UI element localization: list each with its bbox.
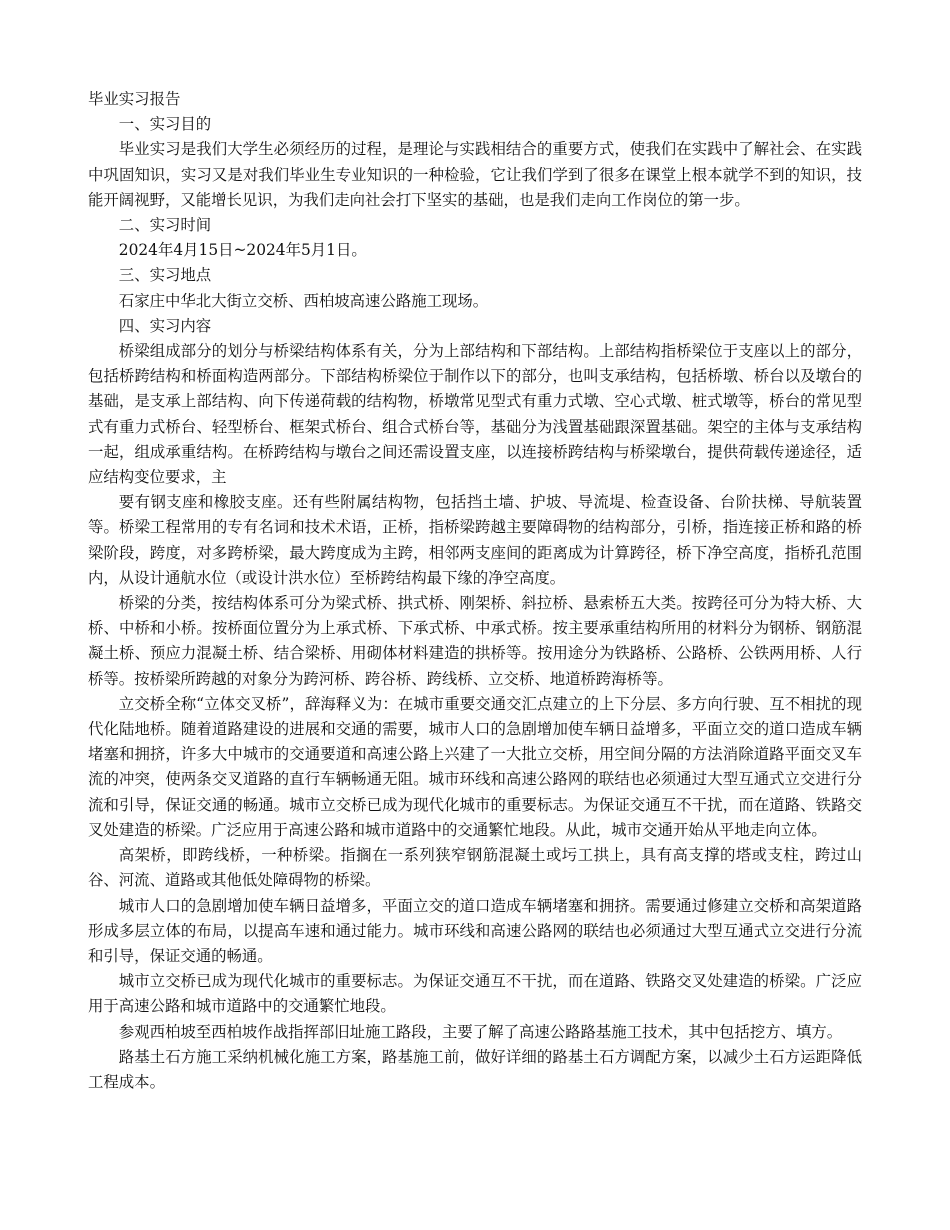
document-page [88, 87, 862, 1095]
paragraph-bridge-structure: 桥梁组成部分的划分与桥梁结构体系有关，分为上部结构和下部结构。上部结构指桥梁位于支座以上的部分，包括桥跨结构和桥面构造两部分。下部结构桥梁位于制作以下的部分，也叫支承结构，包括桥墩、桥台以及墩台的基础，是支承上部结构、向下传递荷载的结构物，桥墩常见型式有重力式墩、空心式墩、桩式墩等，桥台的常见型式有重力式桥台、轻型桥台、框架式桥台、组合式桥台等，基础分为浅置基础跟深置基础。架空的主体与支承结构一起，组成承重结构。在桥跨结构与墩台之间还需设置支座，以连接桥跨结构与桥梁墩台，提供荷载传递途径，适应结构变位要求，主 [88, 342, 862, 487]
paragraph-site-visit: 参观西柏坡至西柏坡作战指挥部旧址施工路段，主要了解了高速公路路基施工技术，其中包括挖方、填方。 [118, 1022, 843, 1041]
paragraph-urban-traffic: 城市人口的急剧增加使车辆日益增多，平面立交的道口造成车辆堵塞和拥挤。需要通过修建立交桥和高架道路形成多层立体的布局，以提高车速和通过能力。城市环线和高速公路网的联结也必须通过大型互通式立交进行分流和引导，保证交通的畅通。 [88, 896, 862, 965]
paragraph-interchange: 立交桥全称“立体交叉桥”，辞海释义为：在城市重要交通交汇点建立的上下分层、多方向行驶、互不相扰的现代化陆地桥。随着道路建设的进展和交通的需要，城市人口的急剧增加使车辆日益增多，平面立交的道口造成车辆堵塞和拥挤，许多大中城市的交通要道和高速公路上兴建了一大批立交桥，用空间分隔的方法消除道路平面交叉车流的冲突，使两条交叉道路的直行车辆畅通无阻。城市环线和高速公路网的联结也必须通过大型互通式立交进行分流和引导，保证交通的畅通。城市立交桥已成为现代化城市的重要标志。为保证交通互不干扰，而在道路、铁路交叉处建造的桥梁。广泛应用于高速公路和城市道路中的交通繁忙地段。从此，城市交通开始从平地走向立体。 [88, 694, 862, 839]
paragraph-bridge-terms: 要有钢支座和橡胶支座。还有些附属结构物，包括挡土墙、护坡、导流堤、检查设备、台阶扶梯、导航装置等。桥梁工程常用的专有名词和技术术语，正桥，指桥梁跨越主要障碍物的结构部分，引桥，指连接正桥和路的桥梁阶段，跨度，对多跨桥梁，最大跨度成为主跨，相邻两支座间的距离成为计算跨径，桥下净空高度，指桥孔范围内，从设计通航水位（或设计洪水位）至桥跨结构最下缘的净空高度。 [88, 493, 862, 587]
document-title: 毕业实习报告 [88, 90, 181, 108]
heading-time: 二、实习时间 [118, 216, 212, 235]
paragraph-earthwork: 路基土石方施工采纳机械化施工方案，路基施工前，做好详细的路基土石方调配方案，以减少土石方运距降低工程成本。 [88, 1047, 862, 1091]
heading-location: 三、实习地点 [118, 266, 212, 285]
heading-purpose: 一、实习目的 [118, 115, 212, 134]
paragraph-location: 石家庄中华北大街立交桥、西柏坡高速公路施工现场。 [118, 291, 489, 310]
heading-content: 四、实习内容 [118, 316, 212, 335]
paragraph-interchange-landmark: 城市立交桥已成为现代化城市的重要标志。为保证交通互不干扰，而在道路、铁路交叉处建造的桥梁。广泛应用于高速公路和城市道路中的交通繁忙地段。 [88, 972, 862, 1016]
paragraph-time: 2024年4月15日~2024年5月1日。 [118, 241, 367, 260]
paragraph-bridge-classification: 桥梁的分类，按结构体系可分为梁式桥、拱式桥、刚架桥、斜拉桥、悬索桥五大类。按跨径可分为特大桥、大桥、中桥和小桥。按桥面位置分为上承式桥、下承式桥、中承式桥。按主要承重结构所用的材料分为钢桥、钢筋混凝土桥、预应力混凝土桥、结合梁桥、用砌体材料建造的拱桥等。按用途分为铁路桥、公路桥、公铁两用桥、人行桥等。按桥梁所跨越的对象分为跨河桥、跨谷桥、跨线桥、立交桥、地道桥跨海桥等。 [88, 594, 862, 688]
paragraph-purpose: 毕业实习是我们大学生必须经历的过程，是理论与实践相结合的重要方式，使我们在实践中了解社会、在实践中巩固知识，实习又是对我们毕业生专业知识的一种检验，它让我们学到了很多在课堂上根本就学不到的知识，技能开阔视野，又能增长见识，为我们走向社会打下坚实的基础，也是我们走向工作岗位的第一步。 [88, 140, 862, 209]
paragraph-viaduct: 高架桥，即跨线桥，一种桥梁。指搁在一系列狭窄钢筋混凝土或圬工拱上，具有高支撑的塔或支柱，跨过山谷、河流、道路或其他低处障碍物的桥梁。 [88, 846, 862, 890]
